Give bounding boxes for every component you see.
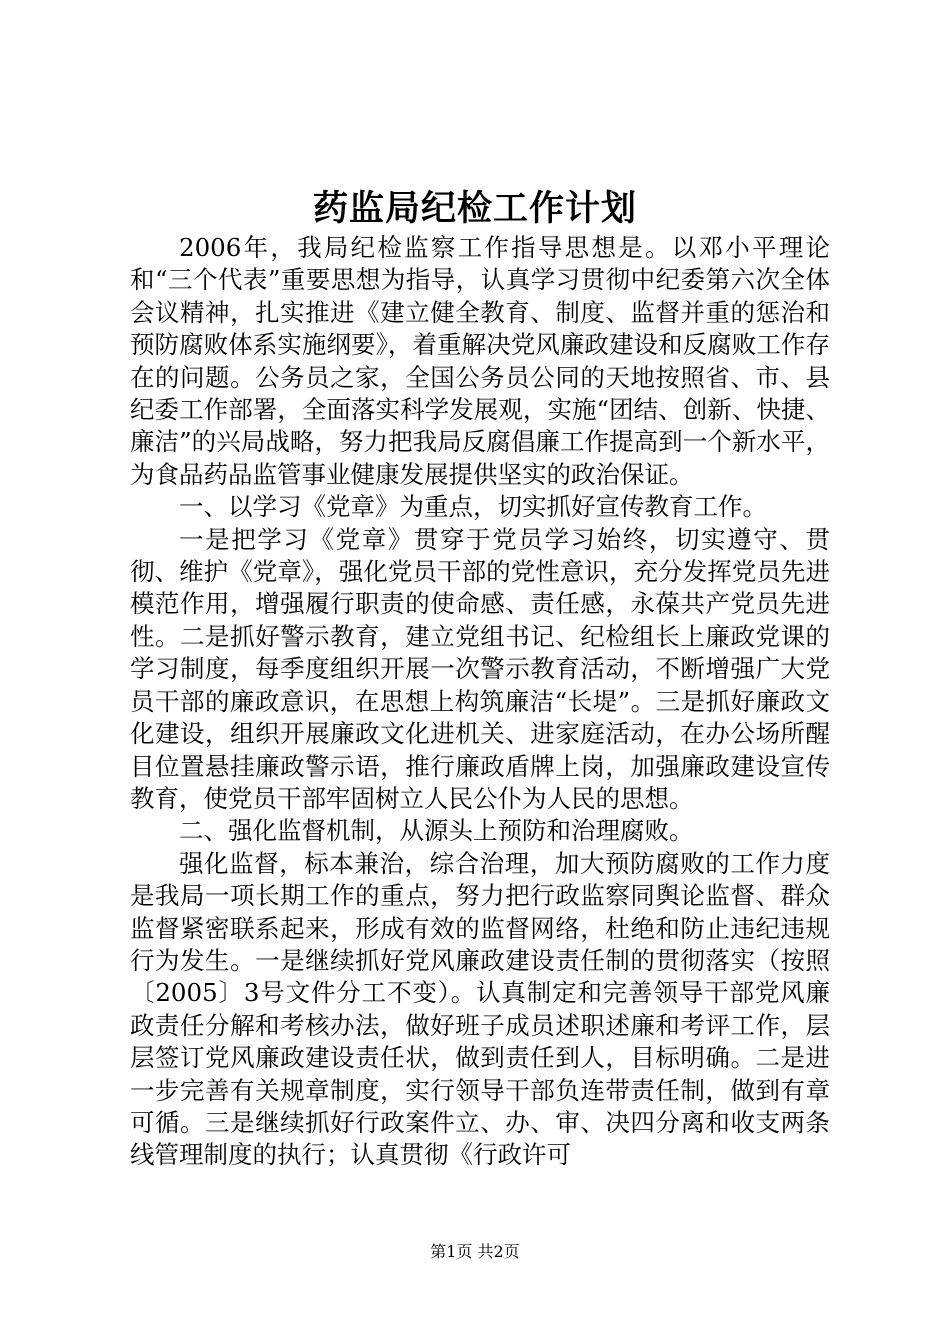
page-footer xyxy=(0,1241,950,1263)
page-total: 共2页 xyxy=(477,1242,520,1261)
section-heading-2: 二、强化监督机制，从源头上预防和治理腐败。 xyxy=(179,816,694,846)
paragraph-supervision: 强化监督，标本兼治，综合治理，加大预防腐败的工作力度是我局一项长期工作的重点，努力把行政监察同舆论监督、群众监督紧密联系起来，形成有效的监督网络，杜绝和防止违纪违规行为发生。一是继续抓好党风廉政建设责任制的贯彻落实（按照〔2005〕3号文件分工不变）。认真制定和完善领导干部党风廉政责任分解和考核办法，做好班子成员述职述廉和考评工作，层层签订党风廉政建设责任状，做到责任到人，目标明确。二是进一步完善有关规章制度，实行领导干部负连带责任制，做到有章可循。三是继续抓好行政案件立、办、审、决四分离和收支两条线管理制度的执行；认真贯彻《行政许可 xyxy=(130,848,830,1170)
document-body xyxy=(130,232,830,1172)
paragraph-guiding-thought: 2006年，我局纪检监察工作指导思想是。以邓小平理论和“三个代表”重要思想为指导，认真学习贯彻中纪委第六次全体会议精神，扎实推进《建立健全教育、制度、监督并重的惩治和预防腐败体系实施纲要》，着重解决党风廉政建设和反腐败工作存在的问题。公务员之家，全国公务员公同的天地按照省、市、县纪委工作部署，全面落实科学发展观，实施“团结、创新、快捷、廉洁”的兴局战略，努力把我局反腐倡廉工作提高到一个新水平，为食品药品监管事业健康发展提供坚实的政治保证。 xyxy=(130,233,830,489)
page-number: 第1页 xyxy=(430,1242,473,1261)
paragraph-education: 一是把学习《党章》贯穿于党员学习始终，切实遵守、贯彻、维护《党章》，强化党员干部的党性意识，充分发挥党员先进模范作用，增强履行职责的使命感、责任感，永葆共产党员先进性。二是抓好警示教育，建立党组书记、纪检组长上廉政党课的学习制度，每季度组织开展一次警示教育活动，不断增强广大党员干部的廉政意识，在思想上构筑廉洁“长堤”。三是抓好廉政文化建设，组织开展廉政文化进机关、进家庭活动，在办公场所醒目位置悬挂廉政警示语，推行廉政盾牌上岗，加强廉政建设宣传教育，使党员干部牢固树立人民公仆为人民的思想。 xyxy=(130,524,830,813)
section-heading-1: 一、以学习《党章》为重点，切实抓好宣传教育工作。 xyxy=(179,492,767,522)
document-title: 药监局纪检工作计划 xyxy=(312,188,637,229)
